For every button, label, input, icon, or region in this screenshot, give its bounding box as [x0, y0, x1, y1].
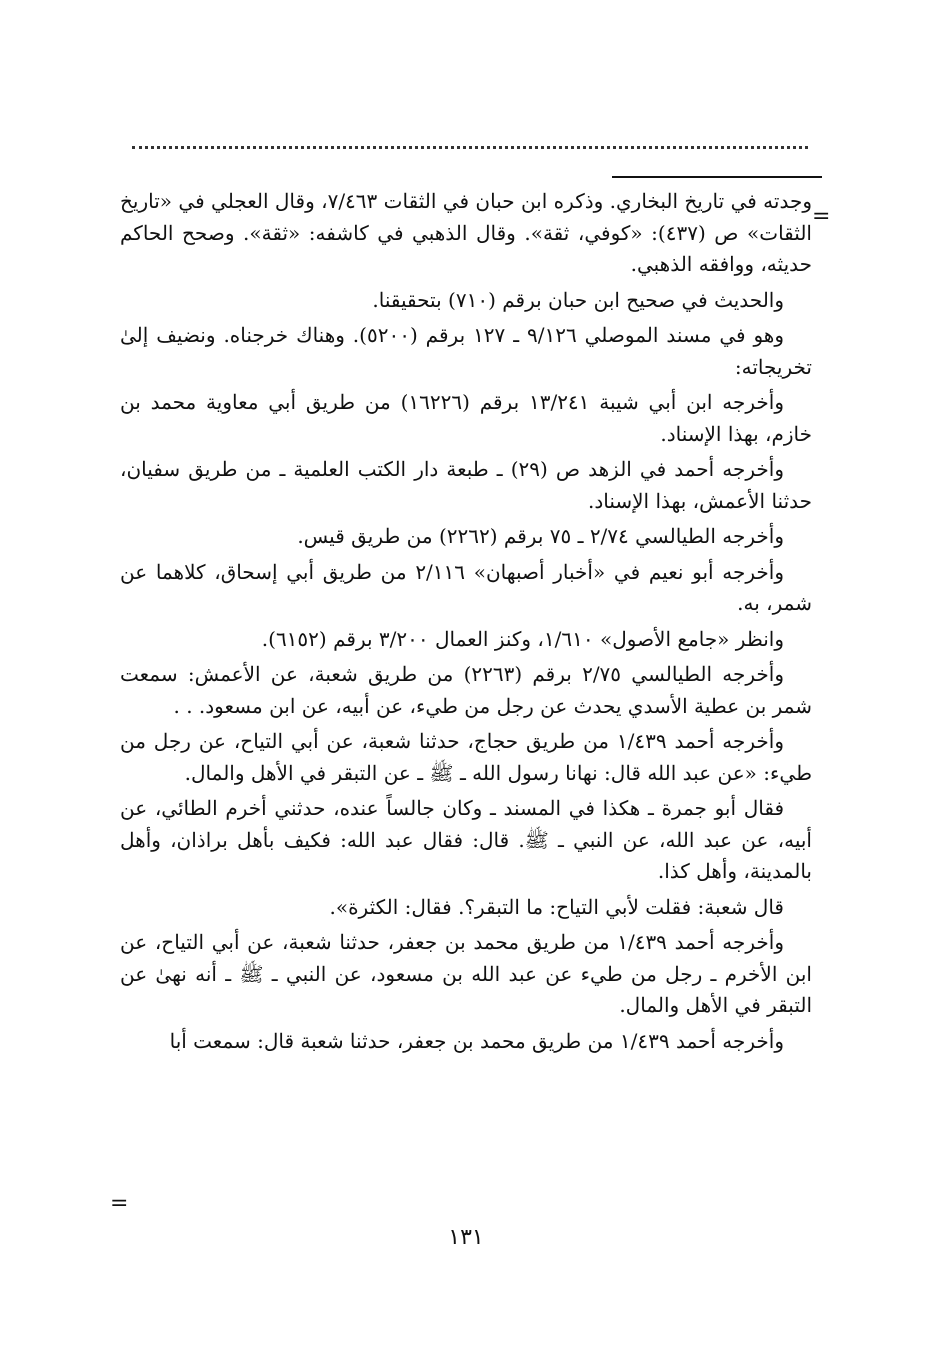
paragraph: وجدته في تاريخ البخاري. وذكره ابن حبان في الثقات ٧/٤٦٣، وقال العجلي في «تاريخ الثقات» ص (٤٣٧): «كوفي، ثقة». وقال الذهبي في كاشفه: «ثقة». وصحح الحاكم حديثه، ووافقه الذهبي.: [120, 189, 812, 276]
paragraph: والحديث في صحيح ابن حبان برقم (٧١٠) بتحقيقنا.: [372, 287, 784, 312]
paragraph: وأخرجه أحمد ١/٤٣٩ من طريق حجاج، حدثنا شعبة، عن أبي التياح، عن رجل من طيء: «عن عبد الله قال: نهانا رسول الله ـ ﷺ ـ عن التبقر في الأهل والمال.: [120, 729, 812, 785]
paragraph: وأخرجه أحمد في الزهد ص (٢٩) ـ طبعة دار الكتب العلمية ـ من طريق سفيان، حدثنا الأعمش، بهذا الإسناد.: [120, 457, 812, 513]
page-number: ١٣١: [448, 1225, 484, 1250]
paragraph: وأخرجه أبو نعيم في «أخبار أصبهان» ٢/١١٦ من طريق أبي إسحاق، كلاهما عن شمر، به.: [120, 559, 812, 615]
paragraph: وأخرجه أحمد ١/٤٣٩ من طريق محمد بن جعفر، حدثنا شعبة، عن أبي التياح، عن ابن الأخرم ـ رجل من طيء عن عبد الله بن مسعود، عن النبي ـ ﷺ ـ أنه نهىٰ عن التبقر في الأهل والمال.: [120, 930, 812, 1017]
footnote-rule: [612, 176, 822, 178]
footnote-text: [120, 186, 812, 1061]
paragraph: وأخرجه الطيالسي ٢/٧٥ برقم (٢٢٦٣) من طريق شعبة، عن الأعمش: سمعت شمر بن عطية الأسدي يحدث عن رجل من طيء، عن أبيه، عن ابن مسعود. . .: [120, 662, 812, 718]
paragraph: وهو في مسند الموصلي ٩/١٢٦ ـ ١٢٧ برقم (٥٢٠٠). وهناك خرجناه. ونضيف إلىٰ تخريجاته:: [120, 323, 812, 379]
dotted-separator: [132, 146, 808, 149]
paragraph: وأخرجه أحمد ١/٤٣٩ من طريق محمد بن جعفر، حدثنا شعبة قال: سمعت أبا: [169, 1028, 784, 1053]
continuation-mark-end: =: [110, 1191, 129, 1216]
paragraph: وأخرجه الطيالسي ٢/٧٤ ـ ٧٥ برقم (٢٢٦٢) من طريق قيس.: [297, 524, 784, 548]
paragraph: وأخرجه ابن أبي شيبة ١٣/٢٤١ برقم (١٦٢٢٦) من طريق أبي معاوية محمد بن خازم، بهذا الإسناد.: [120, 390, 812, 446]
paragraph: وانظر «جامع الأصول» ١/٦١٠، وكنز العمال ٣/٢٠٠ برقم (٦١٥٢).: [261, 626, 784, 651]
paragraph: فقال أبو جمرة ـ هكذا في المسند ـ وكان جالساً عنده، حدثني أخرم الطائي، عن أبيه، عن عبد الله، عن النبي ـ ﷺ. قال: فقال عبد الله: فكيف بأهل براذان، وأهل بالمدينة، وأهل كذا.: [120, 796, 812, 883]
continuation-mark-start: =: [812, 204, 831, 229]
paragraph: قال شعبة: فقلت لأبي التياح: ما التبقر؟. فقال: الكثرة».: [329, 894, 784, 919]
